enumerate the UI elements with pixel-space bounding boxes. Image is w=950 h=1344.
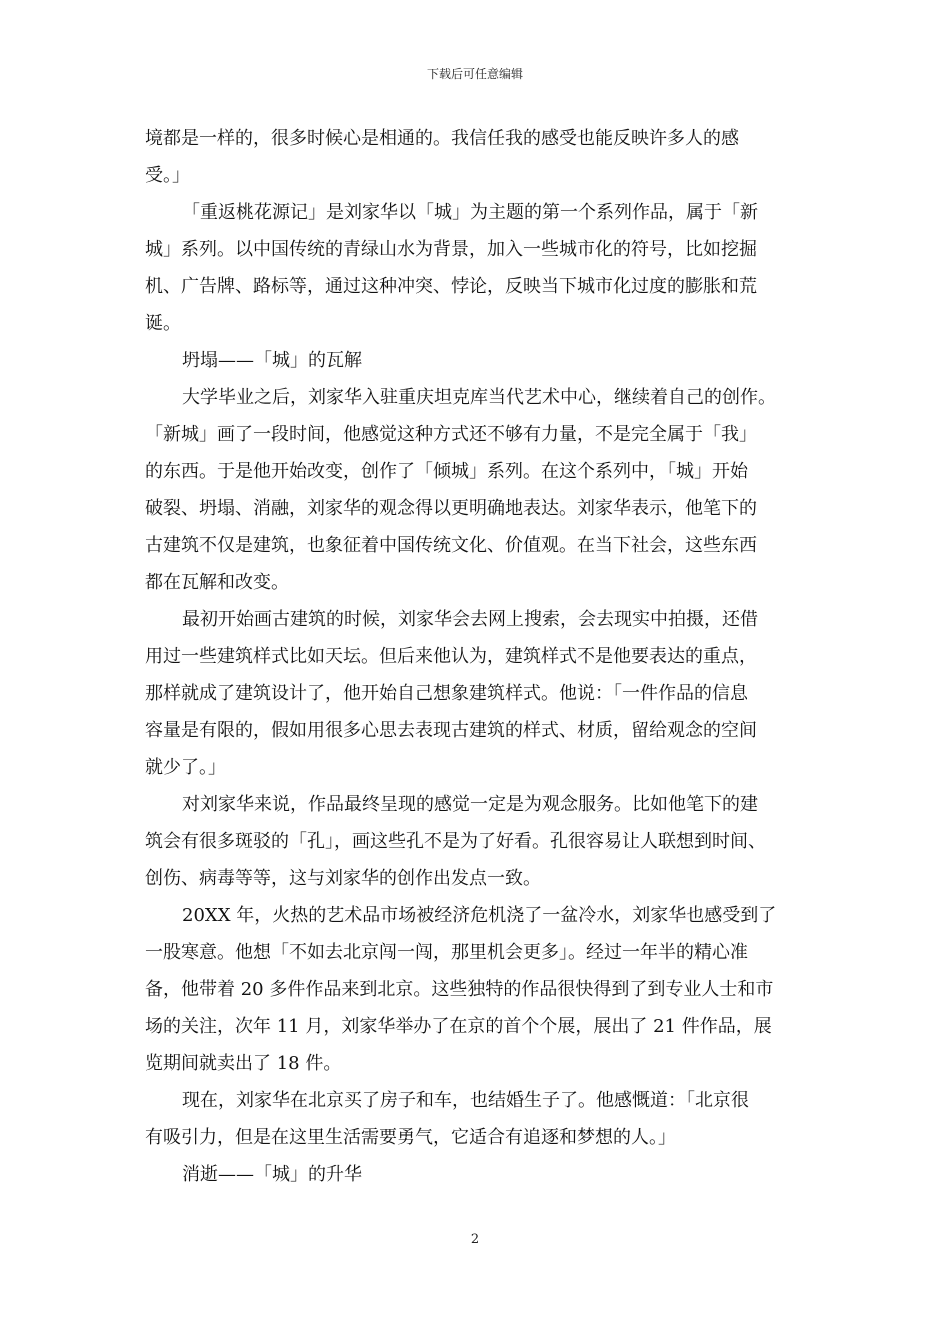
text-line: 诞。 bbox=[145, 313, 181, 334]
text-line: 都在瓦解和改变。 bbox=[145, 572, 289, 593]
document-body bbox=[145, 120, 805, 1193]
paragraph-start-line: 「重返桃花源记」是刘家华以「城」为主题的第一个系列作品，属于「新 bbox=[182, 202, 758, 223]
paragraph-start-line: 20XX 年，火热的艺术品市场被经济危机浇了一盆冷水，刘家华也感受到了 bbox=[182, 905, 777, 926]
text-line: 「新城」画了一段时间，他感觉这种方式还不够有力量，不是完全属于「我」 bbox=[145, 424, 757, 445]
text-line: 那样就成了建筑设计了，他开始自己想象建筑样式。他说：「一件作品的信息 bbox=[145, 683, 748, 704]
section-heading: 消逝——「城」的升华 bbox=[182, 1164, 362, 1185]
text-line: 筑会有很多斑驳的「孔」，画这些孔不是为了好看。孔很容易让人联想到时间、 bbox=[145, 831, 766, 852]
text-line: 境都是一样的，很多时候心是相通的。我信任我的感受也能反映许多人的感 bbox=[145, 128, 739, 149]
text-line: 创伤、病毒等等，这与刘家华的创作出发点一致。 bbox=[145, 868, 541, 889]
text-line: 容量是有限的，假如用很多心思去表现古建筑的样式、材质，留给观念的空间 bbox=[145, 720, 757, 741]
text-line: 城」系列。以中国传统的青绿山水为背景，加入一些城市化的符号，比如挖掘 bbox=[145, 239, 757, 260]
text-line: 览期间就卖出了 18 件。 bbox=[145, 1053, 342, 1074]
paragraph-start-line: 对刘家华来说，作品最终呈现的感觉一定是为观念服务。比如他笔下的建 bbox=[182, 794, 758, 815]
section-heading: 坍塌——「城」的瓦解 bbox=[182, 350, 362, 371]
text-line: 破裂、坍塌、消融，刘家华的观念得以更明确地表达。刘家华表示，他笔下的 bbox=[145, 498, 757, 519]
text-line: 机、广告牌、路标等，通过这种冲突、悖论，反映当下城市化过度的膨胀和荒 bbox=[145, 276, 757, 297]
text-line: 的东西。于是他开始改变，创作了「倾城」系列。在这个系列中，「城」开始 bbox=[145, 461, 748, 482]
text-line: 备，他带着 20 多件作品来到北京。这些独特的作品很快得到了到专业人士和市 bbox=[145, 979, 774, 1000]
text-line: 古建筑不仅是建筑，也象征着中国传统文化、价值观。在当下社会，这些东西 bbox=[145, 535, 757, 556]
paragraph-start-line: 现在，刘家华在北京买了房子和车，也结婚生子了。他感慨道：「北京很 bbox=[182, 1090, 749, 1111]
text-line: 有吸引力，但是在这里生活需要勇气，它适合有追逐和梦想的人。」 bbox=[145, 1127, 676, 1148]
page-number: 2 bbox=[470, 1232, 480, 1247]
text-line: 就少了。」 bbox=[145, 757, 226, 778]
text-line: 用过一些建筑样式比如天坛。但后来他认为，建筑样式不是他要表达的重点， bbox=[145, 646, 757, 667]
paragraph-start-line: 最初开始画古建筑的时候，刘家华会去网上搜索，会去现实中拍摄，还借 bbox=[182, 609, 758, 630]
text-line: 一股寒意。他想「不如去北京闯一闯，那里机会更多」。经过一年半的精心准 bbox=[145, 942, 748, 963]
paragraph-start-line: 大学毕业之后，刘家华入驻重庆坦克库当代艺术中心，继续着自己的创作。 bbox=[182, 387, 776, 408]
page-header: 下载后可任意编辑 bbox=[426, 67, 523, 81]
text-line: 场的关注，次年 11 月，刘家华举办了在京的首个个展，展出了 21 件作品，展 bbox=[145, 1016, 772, 1037]
text-line: 受。」 bbox=[145, 165, 190, 186]
